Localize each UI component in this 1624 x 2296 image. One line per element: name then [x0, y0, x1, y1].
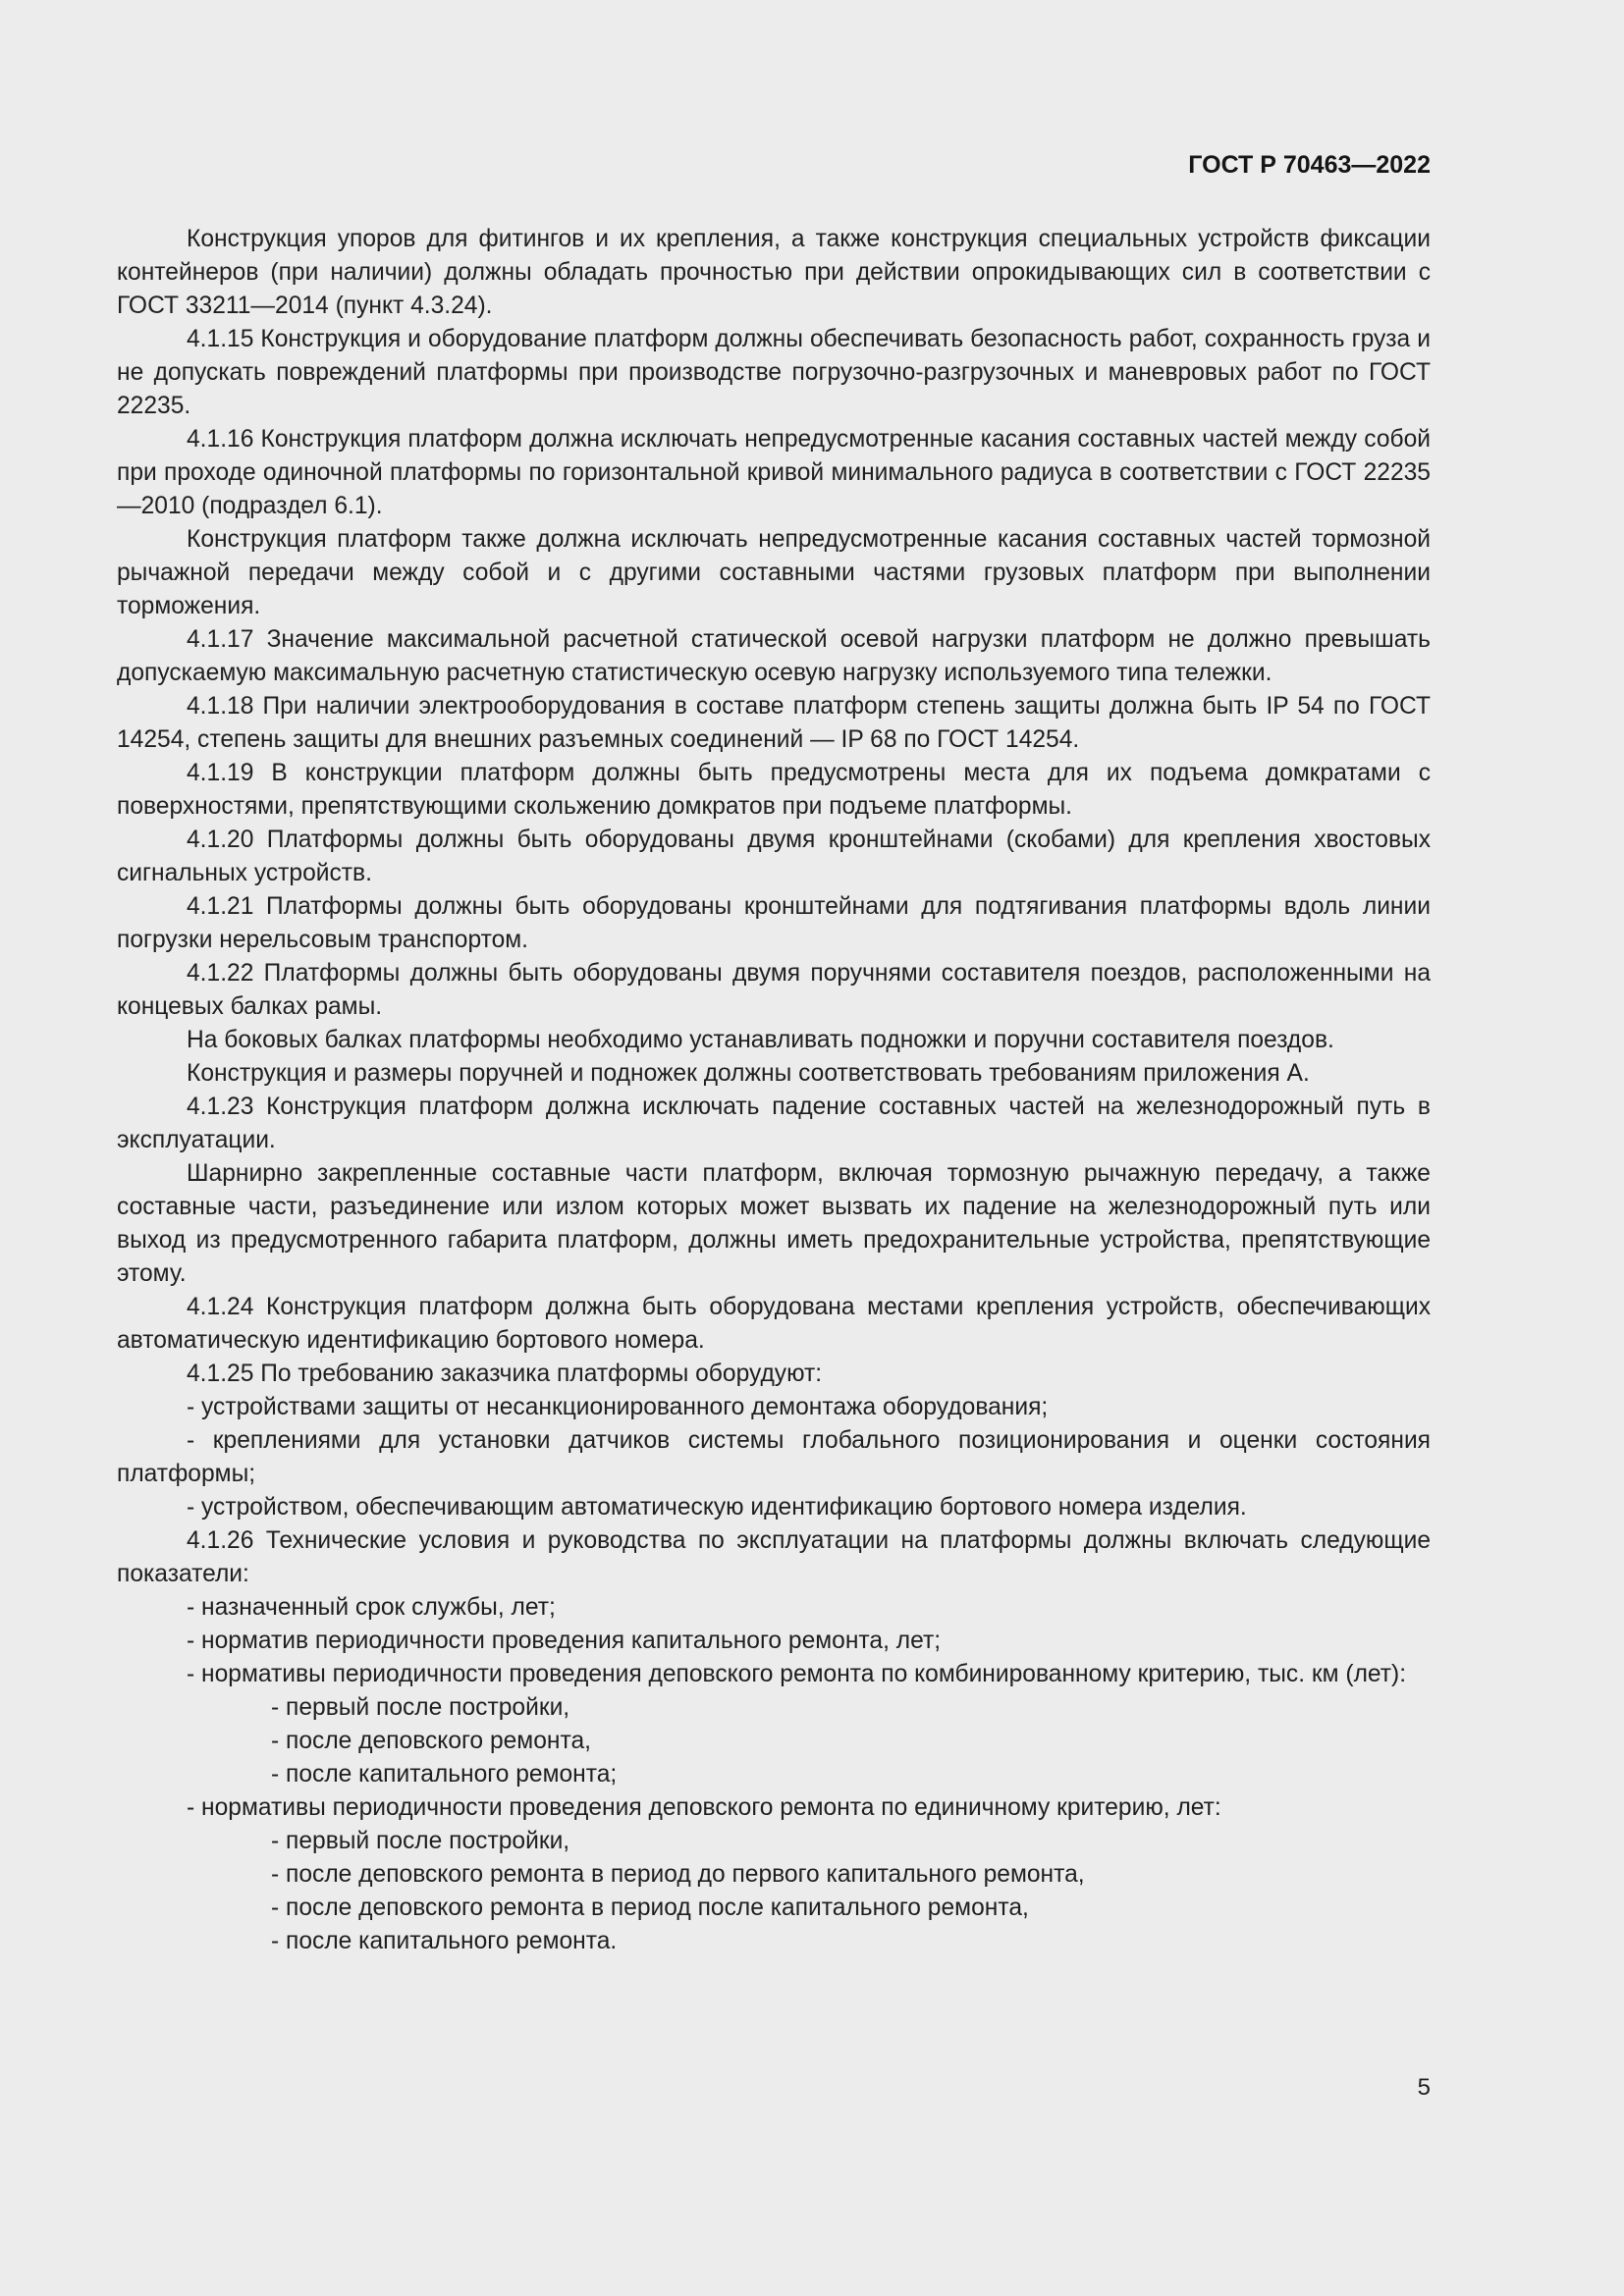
page-body [117, 223, 1431, 1958]
clause-4-1-22: 4.1.22 Платформы должны быть оборудованы двумя поручнями составителя поездов, расположенными на концевых балках рамы. [117, 960, 1431, 1020]
paragraph: Шарнирно закрепленные составные части платформ, включая тормозную рычажную передачу, а также составные части, разъединение или излом которых может вызвать их падение на железнодорожный путь или выход из предусмотренного габарита платформ, должны иметь предохранительные устройства, препятствующие этому. [117, 1160, 1431, 1287]
clause-4-1-26: 4.1.26 Технические условия и руководства по эксплуатации на платформы должны включать следующие показатели: [117, 1527, 1431, 1587]
paragraph: Конструкция платформ также должна исключать непредусмотренные касания составных частей тормозной рычажной передачи между собой и с другими составными частями грузовых платформ при выполнении торможения. [117, 526, 1431, 619]
list-item: - устройствами защиты от несанкционированного демонтажа оборудования; [187, 1394, 1049, 1420]
paragraph: Конструкция и размеры поручней и подножек должны соответствовать требованиям приложения А. [187, 1060, 1310, 1087]
paragraph: Конструкция упоров для фитингов и их крепления, а также конструкция специальных устройств фиксации контейнеров (при наличии) должны обладать прочностью при действии опрокидывающих сил в соответствии с ГОСТ 33211—2014 (пункт 4.3.24). [117, 226, 1431, 319]
document-code-header: ГОСТ Р 70463—2022 [1188, 151, 1431, 179]
clause-4-1-16: 4.1.16 Конструкция платформ должна исключать непредусмотренные касания составных частей между собой при проходе одиночной платформы по горизонтальной кривой минимального радиуса в соответствии с ГОСТ 22235—2010 (подраздел 6.1). [117, 426, 1431, 519]
clause-4-1-20: 4.1.20 Платформы должны быть оборудованы двумя кронштейнами (скобами) для крепления хвостовых сигнальных устройств. [117, 827, 1431, 886]
sub-list-item: - первый после постройки, [271, 1694, 570, 1721]
sub-list-item: - после деповского ремонта, [271, 1728, 591, 1754]
list-item: - нормативы периодичности проведения деповского ремонта по комбинированному критерию, тыс. км (лет): [187, 1661, 1407, 1687]
clause-4-1-24: 4.1.24 Конструкция платформ должна быть оборудована местами крепления устройств, обеспечивающих автоматическую идентификацию бортового номера. [117, 1294, 1431, 1354]
list-item: - назначенный срок службы, лет; [187, 1594, 556, 1621]
clause-4-1-17: 4.1.17 Значение максимальной расчетной статической осевой нагрузки платформ не должно превышать допускаемую максимальную расчетную статистическую осевую нагрузку используемого типа тележки. [117, 626, 1431, 686]
clause-4-1-25: 4.1.25 По требованию заказчика платформы оборудуют: [187, 1361, 823, 1387]
clause-4-1-21: 4.1.21 Платформы должны быть оборудованы кронштейнами для подтягивания платформы вдоль линии погрузки нерельсовым транспортом. [117, 893, 1431, 953]
clause-4-1-15: 4.1.15 Конструкция и оборудование платформ должны обеспечивать безопасность работ, сохранность груза и не допускать повреждений платформы при производстве погрузочно-разгрузочных и маневровых работ по ГОСТ 22235. [117, 326, 1431, 419]
list-item: - устройством, обеспечивающим автоматическую идентификацию бортового номера изделия. [187, 1494, 1247, 1521]
list-item: - креплениями для установки датчиков системы глобального позиционирования и оценки состояния платформы; [117, 1427, 1431, 1487]
list-item: - норматив периодичности проведения капитального ремонта, лет; [187, 1628, 942, 1654]
sub-list-item: - после деповского ремонта в период после капитального ремонта, [271, 1895, 1029, 1921]
sub-list-item: - после капитального ремонта. [271, 1928, 618, 1954]
clause-4-1-23: 4.1.23 Конструкция платформ должна исключать падение составных частей на железнодорожный путь в эксплуатации. [117, 1094, 1431, 1153]
page-number: 5 [1417, 2074, 1431, 2101]
sub-list-item: - первый после постройки, [271, 1828, 570, 1854]
sub-list-item: - после деповского ремонта в период до первого капитального ремонта, [271, 1861, 1085, 1888]
paragraph: На боковых балках платформы необходимо устанавливать подножки и поручни составителя поездов. [187, 1027, 1334, 1053]
clause-4-1-18: 4.1.18 При наличии электрооборудования в составе платформ степень защиты должна быть IP 54 по ГОСТ 14254, степень защиты для внешних разъемных соединений — IP 68 по ГОСТ 14254. [117, 693, 1431, 753]
clause-4-1-19: 4.1.19 В конструкции платформ должны быть предусмотрены места для их подъема домкратами с поверхностями, препятствующими скольжению домкратов при подъеме платформы. [117, 760, 1431, 820]
list-item: - нормативы периодичности проведения деповского ремонта по единичному критерию, лет: [187, 1794, 1221, 1821]
sub-list-item: - после капитального ремонта; [271, 1761, 618, 1788]
